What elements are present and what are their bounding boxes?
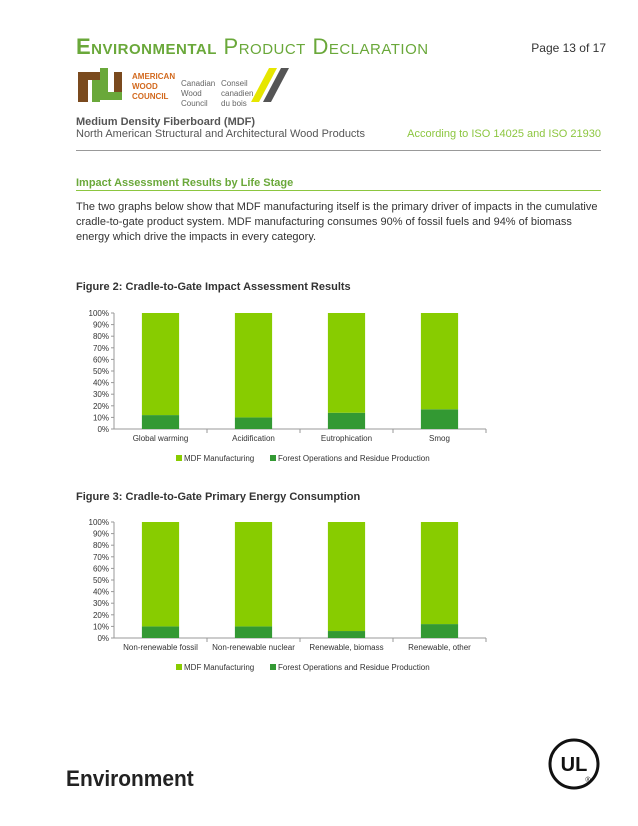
awc-line: AMERICAN (132, 72, 176, 81)
iso-standard-note: According to ISO 14025 and ISO 21930 (407, 128, 601, 140)
bar-segment (421, 409, 458, 429)
y-tick-label: 40% (92, 378, 109, 388)
y-tick-label: 0% (97, 634, 109, 643)
section-divider (76, 190, 601, 191)
footer-environment-label: Environment (66, 766, 194, 791)
awc-line: COUNCIL (132, 92, 169, 101)
legend-label: Forest Operations and Residue Production (278, 454, 430, 463)
bar-segment (142, 313, 179, 415)
figure-2-chart-svg (76, 305, 566, 485)
legend-swatch (270, 664, 276, 670)
bar-segment (142, 522, 179, 626)
y-tick-label: 20% (92, 610, 109, 620)
y-tick-label: 40% (92, 587, 109, 597)
y-tick-label: 50% (92, 576, 109, 585)
bar-segment (235, 313, 272, 417)
bar-segment (235, 626, 272, 638)
document-title-bold: Environmental (76, 34, 217, 59)
y-tick-label: 70% (92, 552, 109, 562)
cwc-en-line: Canadian (181, 79, 216, 88)
awc-line: WOOD (132, 82, 158, 91)
figure-2-caption: Figure 2: Cradle-to-Gate Impact Assessment Results (76, 281, 351, 293)
header-divider (76, 150, 601, 151)
x-tick-label: Global warming (132, 434, 189, 443)
legend-swatch (270, 455, 276, 461)
y-tick-label: 20% (92, 401, 109, 411)
figure-3-caption: Figure 3: Cradle-to-Gate Primary Energy Consumption (76, 491, 361, 503)
section-heading: Impact Assessment Results by Life Stage (76, 177, 294, 189)
x-tick-label: Smog (429, 434, 450, 443)
legend-label: MDF Manufacturing (184, 663, 255, 672)
y-tick-label: 60% (92, 355, 109, 365)
ul-logo-text: UL (560, 754, 588, 776)
x-tick-label: Eutrophication (320, 434, 373, 443)
ul-logo-registered: ® (585, 777, 591, 784)
legend-label: Forest Operations and Residue Production (278, 663, 430, 672)
y-tick-label: 80% (92, 541, 109, 551)
cwc-fr-line: canadien (221, 89, 254, 98)
x-tick-label: Non-renewable fossil (123, 643, 198, 652)
y-tick-label: 30% (92, 390, 109, 400)
figure-3-chart-svg (76, 514, 566, 694)
x-tick-label: Non-renewable nuclear (212, 643, 295, 652)
y-tick-label: 50% (92, 367, 109, 376)
cwc-wordmark-english (181, 79, 215, 109)
legend-swatch (176, 455, 182, 461)
figure-3-chart (76, 514, 566, 694)
bar-segment (328, 313, 365, 413)
legend-label: MDF Manufacturing (184, 454, 255, 463)
y-tick-label: 0% (97, 425, 109, 434)
bar-segment (421, 624, 458, 638)
y-tick-label: 100% (88, 309, 109, 318)
figure-2-chart (76, 305, 566, 485)
bar-segment (235, 522, 272, 626)
page-number: Page 13 of 17 (531, 41, 606, 55)
y-tick-label: 90% (92, 529, 109, 539)
cwc-fr-line: du bois (221, 99, 247, 108)
bar-segment (421, 522, 458, 624)
cwc-fr-line: Conseil (221, 79, 248, 88)
y-tick-label: 90% (92, 320, 109, 330)
legend-swatch (176, 664, 182, 670)
y-tick-label: 100% (88, 518, 109, 527)
y-tick-label: 30% (92, 599, 109, 609)
bar-segment (142, 415, 179, 429)
y-tick-label: 10% (92, 622, 109, 632)
bar-segment (328, 522, 365, 631)
cwc-en-line: Council (181, 99, 208, 108)
y-tick-label: 60% (92, 564, 109, 574)
x-tick-label: Acidification (232, 434, 275, 443)
y-tick-label: 80% (92, 332, 109, 342)
product-subtitle: North American Structural and Architectural Wood Products (76, 128, 365, 140)
cwc-wordmark-french (221, 79, 253, 109)
product-title: Medium Density Fiberboard (MDF) (76, 116, 256, 128)
x-tick-label: Renewable, biomass (309, 643, 384, 652)
x-tick-label: Renewable, other (408, 643, 471, 652)
cwc-en-line: Wood (181, 89, 202, 98)
y-tick-label: 10% (92, 413, 109, 423)
y-tick-label: 70% (92, 343, 109, 353)
document-title (76, 34, 429, 60)
bar-segment (328, 413, 365, 429)
bar-segment (235, 417, 272, 429)
bar-segment (421, 313, 458, 409)
bar-segment (142, 626, 179, 638)
document-title-rest: Product Declaration (223, 34, 429, 59)
canadian-wood-council-mark-icon (251, 66, 289, 104)
ul-certification-logo-icon (548, 738, 600, 790)
american-wood-council-logo-icon (76, 66, 126, 106)
section-body-text: The two graphs below show that MDF manufacturing itself is the primary driver of impacts in the cumulative cradle-to-gate product system. MDF manufacturing consumes 90% of fossil fuels and 94% of biomass energy which drive the impacts in every category. (76, 201, 598, 243)
awc-wordmark (132, 72, 175, 102)
bar-segment (328, 631, 365, 638)
